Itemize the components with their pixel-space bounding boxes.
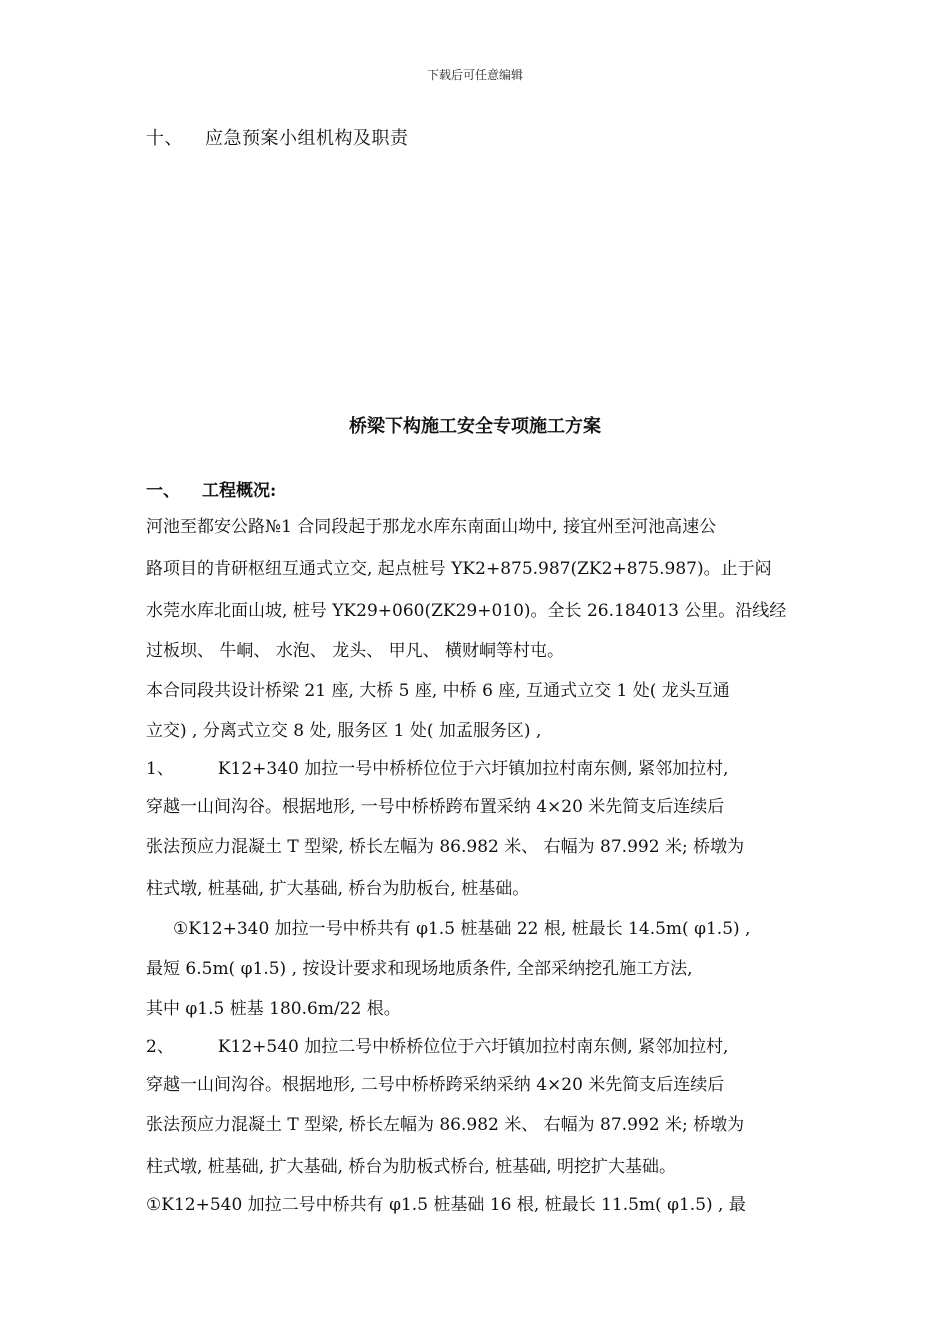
paragraph-line: 路项目的肯研枢纽互通式立交, 起点桩号 YK2+875.987(ZK2+875.987)。止于闷 — [146, 559, 772, 579]
page-header: 下载后可任意编辑 — [426, 68, 523, 82]
paragraph-line: 水莞水库北面山坡, 桩号 YK29+060(ZK29+010)。全长 26.184013 公里。沿线经 — [146, 601, 787, 621]
section-number: 一、 — [146, 481, 180, 501]
paragraph-line: 穿越一山间沟谷。根据地形, 二号中桥桥跨采纳采纳 4×20 米先简支后连续后 — [146, 1075, 725, 1095]
paragraph-line: 张法预应力混凝土 T 型梁, 桥长左幅为 86.982 米、 右幅为 87.992 米; 桥墩为 — [146, 1115, 745, 1135]
list-item-2 — [146, 1032, 728, 1057]
toc-text: 应急预案小组机构及职责 — [205, 128, 409, 149]
paragraph-line: 张法预应力混凝土 T 型梁, 桥长左幅为 86.982 米、 右幅为 87.992 米; 桥墩为 — [146, 837, 745, 857]
paragraph-line: 柱式墩, 桩基础, 扩大基础, 桥台为肋板台, 桩基础。 — [146, 879, 530, 899]
toc-entry — [146, 124, 409, 150]
document-title: 桥梁下构施工安全专项施工方案 — [349, 416, 601, 437]
toc-number: 十、 — [146, 128, 183, 149]
paragraph-line: 最短 6.5m( φ1.5) , 按设计要求和现场地质条件, 全部采纳挖孔施工方法, — [146, 959, 693, 979]
paragraph-line: 其中 φ1.5 桩基 180.6m/22 根。 — [146, 999, 401, 1019]
item-text: K12+540 加拉二号中桥桥位位于六圩镇加拉村南东侧, 紧邻加拉村, — [217, 1037, 729, 1057]
list-item-1 — [146, 754, 728, 779]
paragraph-line: 过板坝、 牛峒、 水泡、 龙头、 甲凡、 横财峒等村屯。 — [146, 641, 565, 661]
section-text: 工程概况: — [202, 481, 277, 501]
item-number: 1、 — [146, 759, 174, 779]
paragraph-line: ①K12+540 加拉二号中桥共有 φ1.5 桩基础 16 根, 桩最长 11.5m( φ1.5) , 最 — [146, 1195, 746, 1215]
paragraph-line: 柱式墩, 桩基础, 扩大基础, 桥台为肋板式桥台, 桩基础, 明挖扩大基础。 — [146, 1157, 677, 1177]
item-text: K12+340 加拉一号中桥桥位位于六圩镇加拉村南东侧, 紧邻加拉村, — [217, 759, 729, 779]
paragraph-line: 穿越一山间沟谷。根据地形, 一号中桥桥跨布置采纳 4×20 米先简支后连续后 — [146, 797, 725, 817]
paragraph-line: ①K12+340 加拉一号中桥共有 φ1.5 桩基础 22 根, 桩最长 14.5m( φ1.5) , — [173, 919, 751, 939]
item-number: 2、 — [146, 1037, 174, 1057]
paragraph-line: 河池至都安公路№1 合同段起于那龙水库东南面山坳中, 接宜州至河池高速公 — [146, 517, 717, 537]
section-heading — [146, 476, 276, 501]
paragraph-line: 立交) , 分离式立交 8 处, 服务区 1 处( 加孟服务区) , — [146, 721, 542, 741]
paragraph-line: 本合同段共设计桥梁 21 座, 大桥 5 座, 中桥 6 座, 互通式立交 1 处( 龙头互通 — [146, 681, 730, 701]
